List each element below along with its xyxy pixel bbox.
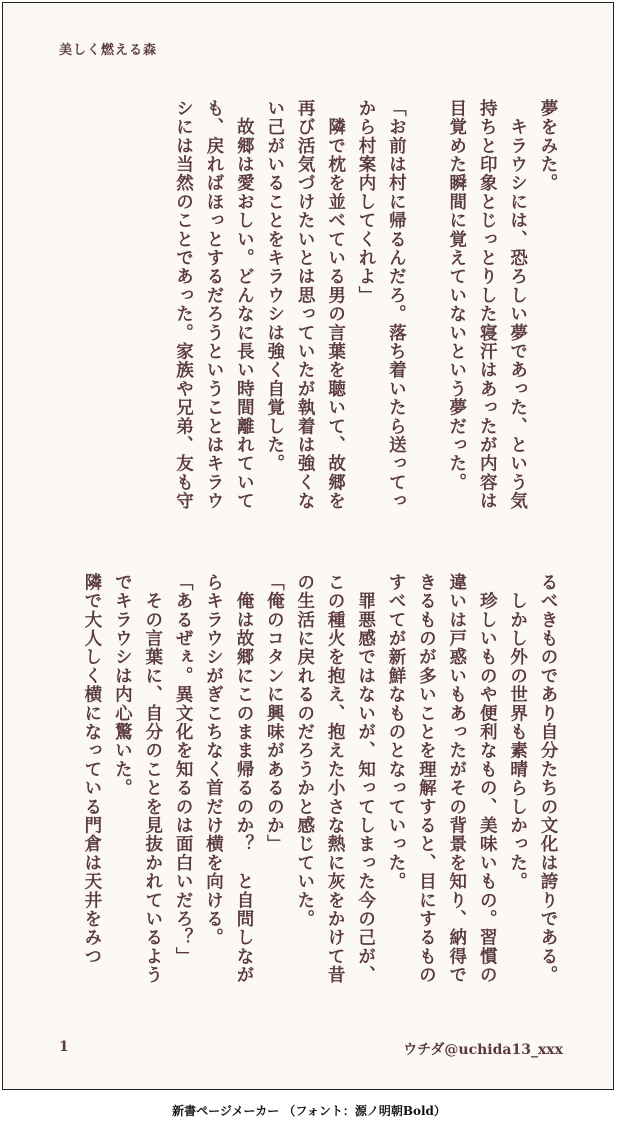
text-column: 罪悪感ではないが、知ってしまった今の己が、	[355, 573, 376, 985]
text-column: 持ちと印象とじっとりした寝汗はあったが内容は	[477, 99, 498, 511]
text-column: きるものが多いことを理解すると、目にするもの	[416, 573, 437, 985]
book-page	[2, 2, 614, 1090]
text-column: 珍しいものや便利なもの、美味いもの。習慣の	[477, 573, 498, 985]
text-column: 「あるぜぇ。異文化を知るのは面白いだろ？」	[173, 573, 194, 966]
text-column: 再び活気づけたいとは思っていたが執着は強くな	[295, 99, 316, 511]
page-header-title: 美しく燃える森	[59, 43, 158, 58]
text-column: 夢をみた。	[538, 99, 558, 193]
text-column: 隣で大人しく横になっている門倉は天井をみつ	[81, 573, 102, 966]
text-column: 目覚めた瞬間に覚えていないという夢だった。	[446, 99, 467, 492]
text-column: しかし外の世界も素晴らしかった。	[507, 573, 528, 891]
text-column: 俺は故郷にこのまま帰るのか？ と自問しなが	[233, 573, 254, 985]
text-column: この種火を抱え、抱えた小さな熱に灰をかけて昔	[325, 573, 346, 985]
text-column: 「お前は村に帰るんだろ。落ち着いたら送ってっ	[386, 99, 407, 511]
text-column: らキラウシがぎこちなく首だけ横を向ける。	[203, 573, 224, 947]
text-column	[411, 99, 441, 529]
page-number: 1	[59, 1039, 69, 1055]
text-column: も、戻ればほっとするだろうということはキラウ	[203, 99, 224, 511]
text-column: 違いは戸惑いもあったがその背景を知り、納得で	[446, 573, 467, 985]
text-column: キラウシには、恐ろしい夢であった、という気	[507, 99, 528, 511]
author-handle: ウチダ@uchida13_xxx	[403, 1042, 563, 1058]
text-column: から村案内してくれよ」	[355, 99, 376, 305]
generator-footer: 新書ページメーカー （フォント：源ノ明朝Bold）	[172, 1104, 446, 1118]
text-column: でキラウシは内心驚いた。	[112, 573, 133, 798]
top-text-block	[43, 99, 563, 529]
text-column: 「俺のコタンに興味があるのか」	[264, 573, 285, 854]
text-column: 故郷は愛おしい。どんなに長い時間離れていて	[234, 99, 255, 511]
text-column: るべきものであり自分たちの文化は誇りである。	[538, 573, 558, 985]
text-column: その言葉に、自分のことを見抜かれているよう	[142, 573, 163, 985]
text-column: すべてが新鮮なものとなっていった。	[385, 573, 406, 891]
text-column: 隣で枕を並べている男の言葉を聴いて、故郷を	[325, 99, 346, 511]
bottom-text-block	[43, 573, 563, 1003]
text-column: の生活に戻れるのだろうかと感じていた。	[294, 573, 315, 929]
text-column: シには当然のことであった。家族や兄弟、友も守	[173, 99, 194, 511]
text-column: い己がいることをキラウシは強く自覚した。	[264, 99, 285, 473]
